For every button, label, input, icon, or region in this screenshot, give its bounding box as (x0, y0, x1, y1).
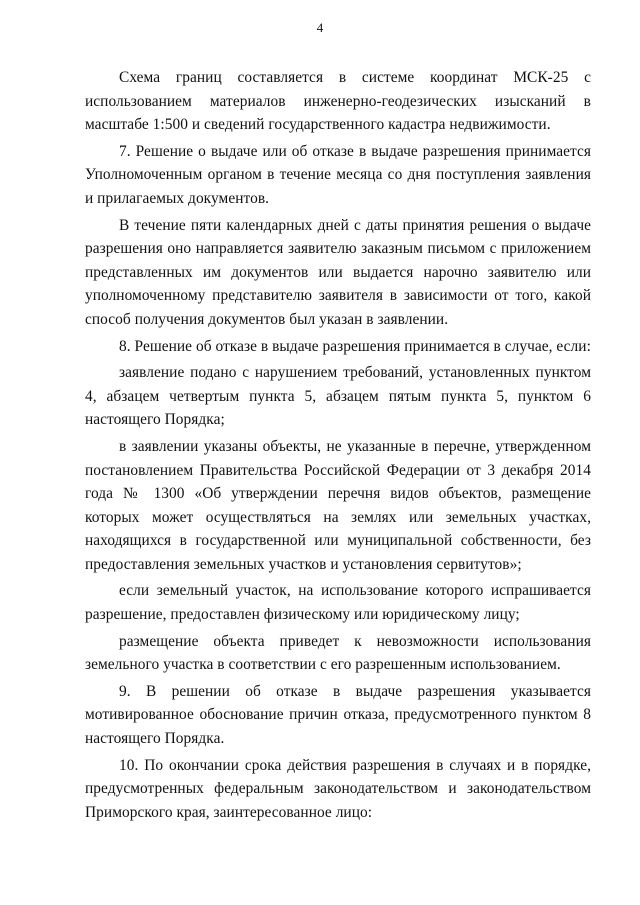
paragraph-item-8-reason-3: если земельный участок, на использование которого испрашивается разрешение, предоставлен физическому или юридическому лицу; (85, 582, 591, 624)
paragraph-boundary-scheme: Схема границ составляется в системе координат МСК-25 с использованием материалов инженерно-геодезических изысканий в масштабе 1:500 и сведений государственного кадастра недвижимости. (85, 69, 591, 134)
paragraph-item-9: 9. В решении об отказе в выдаче разрешения указывается мотивированное обоснование причин отказа, предусмотренного пунктом 8 настоящего Порядка. (85, 682, 591, 748)
paragraph-item-8: 8. Решение об отказе в выдаче разрешения принимается в случае, если: (119, 337, 591, 355)
paragraph-item-7: 7. Решение о выдаче или об отказе в выдаче разрешения принимается Уполномоченным органом в течение месяца со дня поступления заявления и прилагаемых документов. (85, 142, 591, 207)
paragraph-item-8-reason-4: размещение объекта приведет к невозможности использования земельного участка в соответствии с его разрешенным использованием. (85, 632, 591, 674)
paragraph-item-10: 10. По окончании срока действия разрешения в случаях и в порядке, предусмотренных федеральным законодательством и законодательством Приморского края, заинтересованное лицо: (85, 756, 591, 821)
document-body (85, 66, 591, 827)
paragraph-item-8-reason-2: в заявлении указаны объекты, не указанные в перечне, утвержденном постановлением Правительства Российской Федерации от 3 декабря 2014 года № 1300 «Об утверждении перечня видов объектов, размещение которых может осуществляться на землях или земельных участках, находящихся в государственной или муниципальной собственности, без предоставления земельных участков и установления сервитутов»; (85, 437, 591, 573)
paragraph-item-8-reason-1: заявление подано с нарушением требований, установленных пунктом 4, абзацем четвертым пункта 5, абзацем пятым пункта 5, пунктом 6 настоящего Порядка; (85, 364, 591, 429)
page-number: 4 (316, 20, 324, 35)
paragraph-item-7-delivery: В течение пяти календарных дней с даты принятия решения о выдаче разрешения оно направляется заявителю заказным письмом с приложением представленных им документов или выдается нарочно заявителю или уполномоченному представителю заявителя в зависимости от того, какой способ получения документов был указан в заявлении. (85, 216, 591, 328)
